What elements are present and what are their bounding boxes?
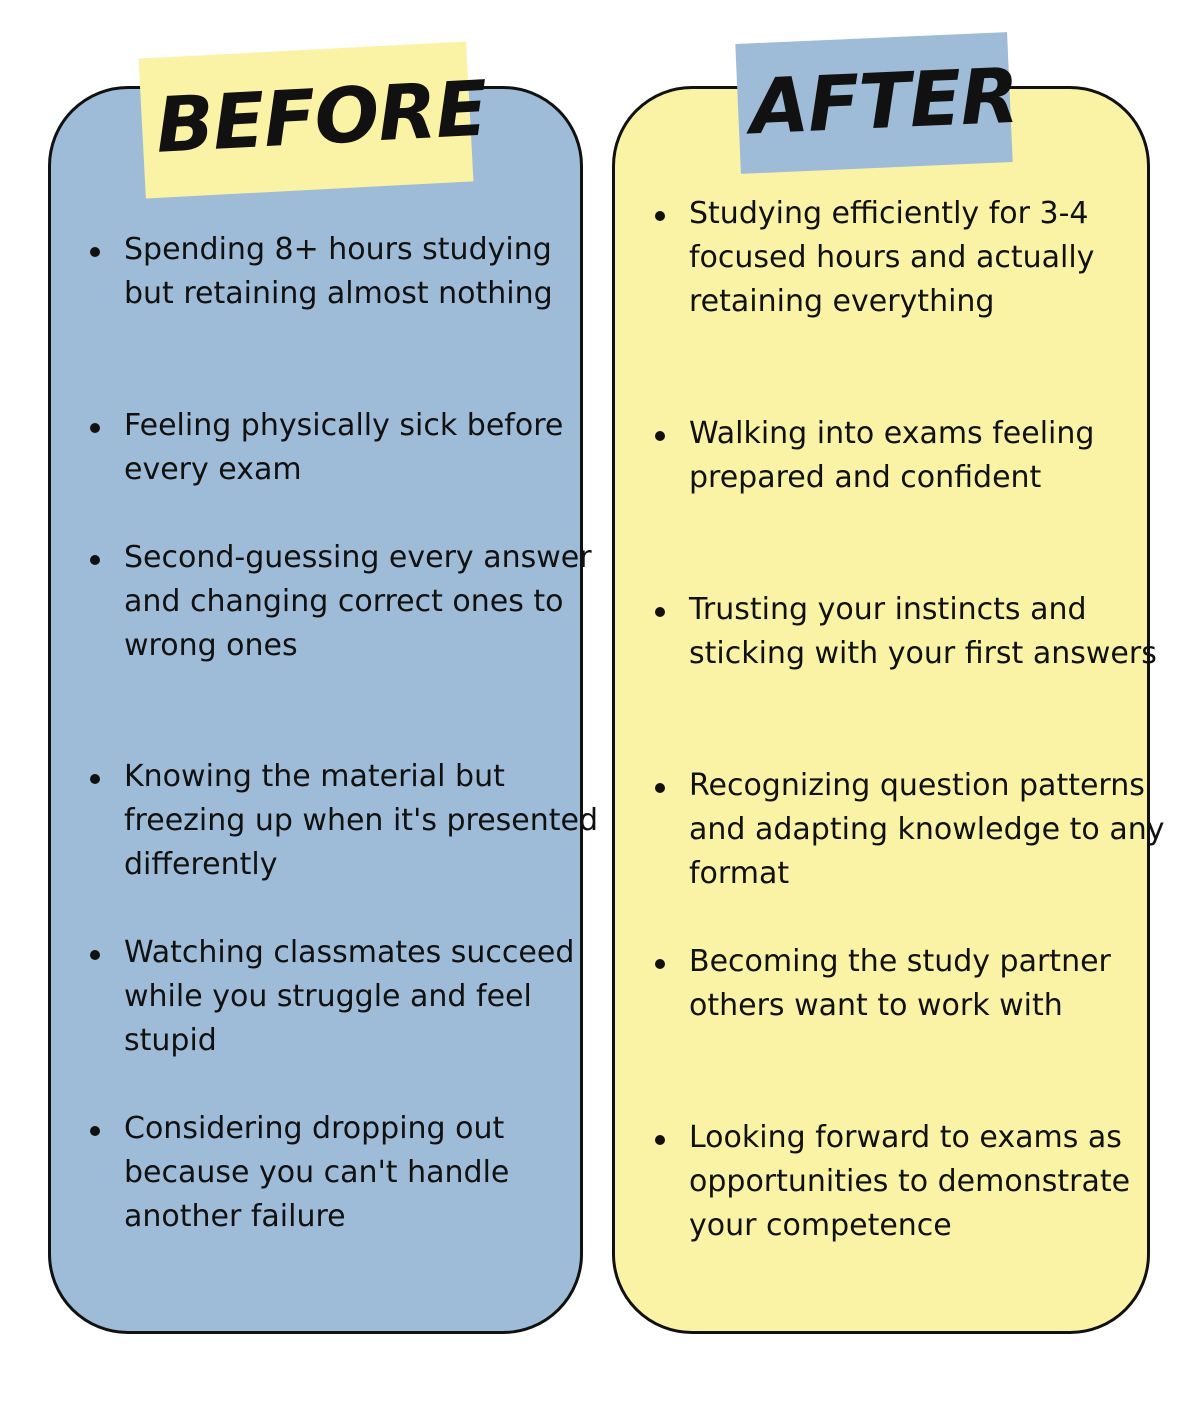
bullet-icon bbox=[655, 431, 665, 441]
after-item bbox=[655, 412, 1174, 500]
after-item bbox=[655, 588, 1174, 676]
after-label: AFTER bbox=[735, 32, 1012, 174]
before-item-text: Second-guessing every answer and changing correct ones to wrong ones bbox=[124, 540, 592, 663]
before-item bbox=[90, 536, 604, 668]
bullet-icon bbox=[655, 959, 665, 969]
before-item-text: Spending 8+ hours studying but retaining almost nothing bbox=[124, 232, 553, 311]
bullet-icon bbox=[90, 774, 100, 784]
before-item-text: Watching classmates succeed while you struggle and feel stupid bbox=[124, 935, 575, 1058]
after-item-text: Studying efficiently for 3-4 focused hours and actually retaining everything bbox=[689, 196, 1095, 319]
bullet-icon bbox=[655, 607, 665, 617]
bullet-icon bbox=[655, 1135, 665, 1145]
after-item bbox=[655, 1116, 1174, 1248]
before-item bbox=[90, 228, 604, 316]
after-item-text: Walking into exams feeling prepared and confident bbox=[689, 416, 1095, 495]
after-item-text: Looking forward to exams as opportunities to demonstrate your competence bbox=[689, 1120, 1131, 1243]
after-item bbox=[655, 192, 1174, 324]
after-item bbox=[655, 764, 1174, 896]
bullet-icon bbox=[90, 247, 100, 257]
before-item-text: Feeling physically sick before every exam bbox=[124, 408, 564, 487]
before-item-text: Considering dropping out because you can't handle another failure bbox=[124, 1111, 510, 1234]
bullet-icon bbox=[90, 950, 100, 960]
bullet-icon bbox=[90, 423, 100, 433]
after-item bbox=[655, 940, 1174, 1028]
before-item bbox=[90, 755, 604, 887]
bullet-icon bbox=[655, 783, 665, 793]
after-item-text: Becoming the study partner others want to work with bbox=[689, 944, 1111, 1023]
before-item bbox=[90, 404, 604, 492]
after-item-text: Trusting your instincts and sticking with your first answers bbox=[689, 592, 1157, 671]
before-item bbox=[90, 1107, 604, 1239]
before-item-text: Knowing the material but freezing up when it's presented differently bbox=[124, 759, 599, 882]
bullet-icon bbox=[90, 555, 100, 565]
after-item-text: Recognizing question patterns and adapting knowledge to any format bbox=[689, 768, 1165, 891]
bullet-icon bbox=[90, 1126, 100, 1136]
before-item bbox=[90, 931, 604, 1063]
before-label: BEFORE bbox=[139, 42, 474, 199]
bullet-icon bbox=[655, 211, 665, 221]
